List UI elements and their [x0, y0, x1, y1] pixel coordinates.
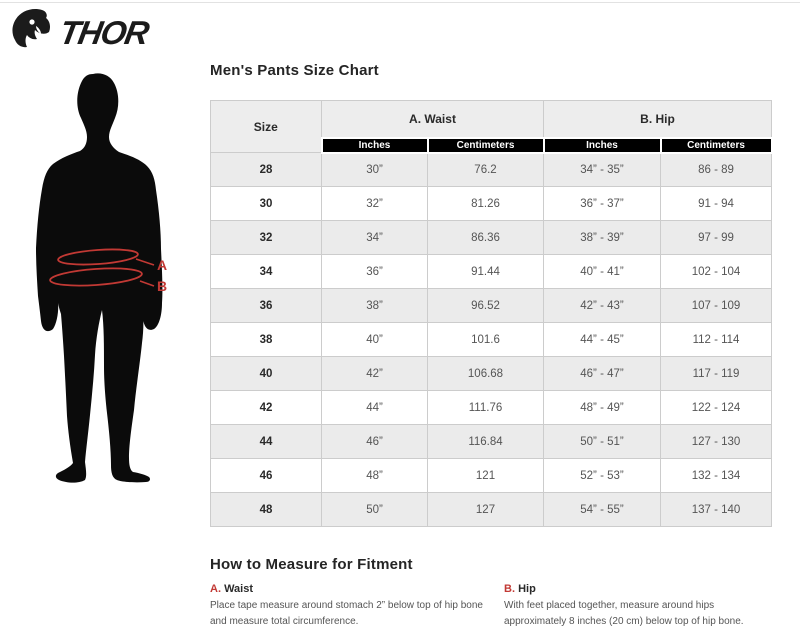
hip-inches-cell: 40” - 41” — [544, 255, 661, 289]
hip-inches-cell: 44” - 45” — [544, 323, 661, 357]
hip-name: Hip — [518, 583, 536, 595]
size-cell: 32 — [211, 221, 322, 255]
waist-measure-item — [210, 583, 504, 629]
waist-centimeters-cell: 116.84 — [428, 425, 544, 459]
waist-measure-heading — [210, 583, 486, 595]
thor-helmet-icon — [12, 9, 50, 47]
hip-inches-cell: 36” - 37” — [544, 187, 661, 221]
size-cell: 46 — [211, 459, 322, 493]
waist-inches-cell: 50” — [322, 493, 428, 527]
waist-measure-description: Place tape measure around stomach 2” below top of hip bone and measure total circumference. — [210, 600, 483, 627]
hip-label-b: B — [157, 278, 168, 294]
hip-centimeters-cell: 102 - 104 — [661, 255, 772, 289]
size-chart-title: Men's Pants Size Chart — [210, 62, 379, 79]
size-chart-row — [211, 459, 772, 493]
size-cell: 34 — [211, 255, 322, 289]
how-to-measure-items — [210, 583, 771, 629]
waist-centimeters-cell: 86.36 — [428, 221, 544, 255]
size-chart-row — [211, 221, 772, 255]
size-cell: 36 — [211, 289, 322, 323]
hip-centimeters-cell: 86 - 89 — [661, 153, 772, 187]
hip-inches-cell: 42” - 43” — [544, 289, 661, 323]
hip-centimeters-cell: 107 - 109 — [661, 289, 772, 323]
waist-centimeters-cell: 127 — [428, 493, 544, 527]
hip-inches-cell: 52” - 53” — [544, 459, 661, 493]
size-chart-row — [211, 153, 772, 187]
size-cell: 40 — [211, 357, 322, 391]
waist-letter: A. — [210, 583, 221, 595]
hip-letter: B. — [504, 583, 515, 595]
waist-inches-cell: 32” — [322, 187, 428, 221]
hip-inches-cell: 34” - 35” — [544, 153, 661, 187]
size-chart-row — [211, 323, 772, 357]
hip-measure-item — [504, 583, 771, 629]
hip-inches-cell: 48” - 49” — [544, 391, 661, 425]
hip-centimeters-cell: 137 - 140 — [661, 493, 772, 527]
thor-logo-graphic — [12, 6, 152, 54]
size-chart-row — [211, 187, 772, 221]
hip-inches-cell: 38” - 39” — [544, 221, 661, 255]
waist-inches-cell: 44” — [322, 391, 428, 425]
size-cell: 48 — [211, 493, 322, 527]
waist-centimeters-cell: 76.2 — [428, 153, 544, 187]
size-column-header: Size — [211, 101, 322, 153]
hip-group-header: B. Hip — [544, 101, 772, 138]
waist-centimeters-header: Centimeters — [428, 138, 544, 153]
hip-inches-cell: 54” - 55” — [544, 493, 661, 527]
size-chart-row — [211, 289, 772, 323]
size-chart-row — [211, 357, 772, 391]
size-chart-row — [211, 255, 772, 289]
waist-inches-cell: 42” — [322, 357, 428, 391]
hip-inches-cell: 50” - 51” — [544, 425, 661, 459]
fit-figure-graphic — [8, 68, 198, 483]
hip-inches-cell: 46” - 47” — [544, 357, 661, 391]
human-silhouette — [36, 73, 162, 482]
size-cell: 42 — [211, 391, 322, 425]
hip-centimeters-header: Centimeters — [661, 138, 772, 153]
waist-inches-header: Inches — [322, 138, 428, 153]
thor-logo-text: THOR — [56, 15, 151, 52]
waist-inches-cell: 48” — [322, 459, 428, 493]
waist-centimeters-cell: 121 — [428, 459, 544, 493]
thor-logo — [12, 6, 152, 54]
size-cell: 44 — [211, 425, 322, 459]
waist-group-header: A. Waist — [322, 101, 544, 138]
size-cell: 30 — [211, 187, 322, 221]
size-chart-row — [211, 425, 772, 459]
waist-centimeters-cell: 91.44 — [428, 255, 544, 289]
waist-centimeters-cell: 81.26 — [428, 187, 544, 221]
hip-centimeters-cell: 112 - 114 — [661, 323, 772, 357]
hip-inches-header: Inches — [544, 138, 661, 153]
waist-label-a: A — [157, 257, 168, 273]
waist-name: Waist — [224, 583, 253, 595]
how-to-measure-title: How to Measure for Fitment — [210, 556, 413, 573]
waist-centimeters-cell: 106.68 — [428, 357, 544, 391]
waist-inches-cell: 36” — [322, 255, 428, 289]
hip-centimeters-cell: 132 - 134 — [661, 459, 772, 493]
hip-measure-description: With feet placed together, measure around hips approximately 8 inches (20 cm) below top of hip bone. — [504, 600, 744, 627]
size-chart-row — [211, 493, 772, 527]
waist-centimeters-cell: 111.76 — [428, 391, 544, 425]
hip-centimeters-cell: 117 - 119 — [661, 357, 772, 391]
group-header-row — [211, 101, 772, 138]
waist-inches-cell: 38” — [322, 289, 428, 323]
waist-inches-cell: 30” — [322, 153, 428, 187]
size-table-body — [211, 153, 772, 527]
size-chart-row — [211, 391, 772, 425]
size-chart-table — [210, 100, 773, 527]
hip-measure-heading — [504, 583, 771, 595]
waist-inches-cell: 34” — [322, 221, 428, 255]
hip-centimeters-cell: 127 - 130 — [661, 425, 772, 459]
size-cell: 38 — [211, 323, 322, 357]
hip-centimeters-cell: 122 - 124 — [661, 391, 772, 425]
waist-inches-cell: 40” — [322, 323, 428, 357]
waist-inches-cell: 46” — [322, 425, 428, 459]
waist-centimeters-cell: 101.6 — [428, 323, 544, 357]
hip-centimeters-cell: 91 - 94 — [661, 187, 772, 221]
hip-centimeters-cell: 97 - 99 — [661, 221, 772, 255]
size-cell: 28 — [211, 153, 322, 187]
page-top-divider — [0, 2, 800, 3]
fit-figure — [8, 68, 198, 483]
waist-centimeters-cell: 96.52 — [428, 289, 544, 323]
